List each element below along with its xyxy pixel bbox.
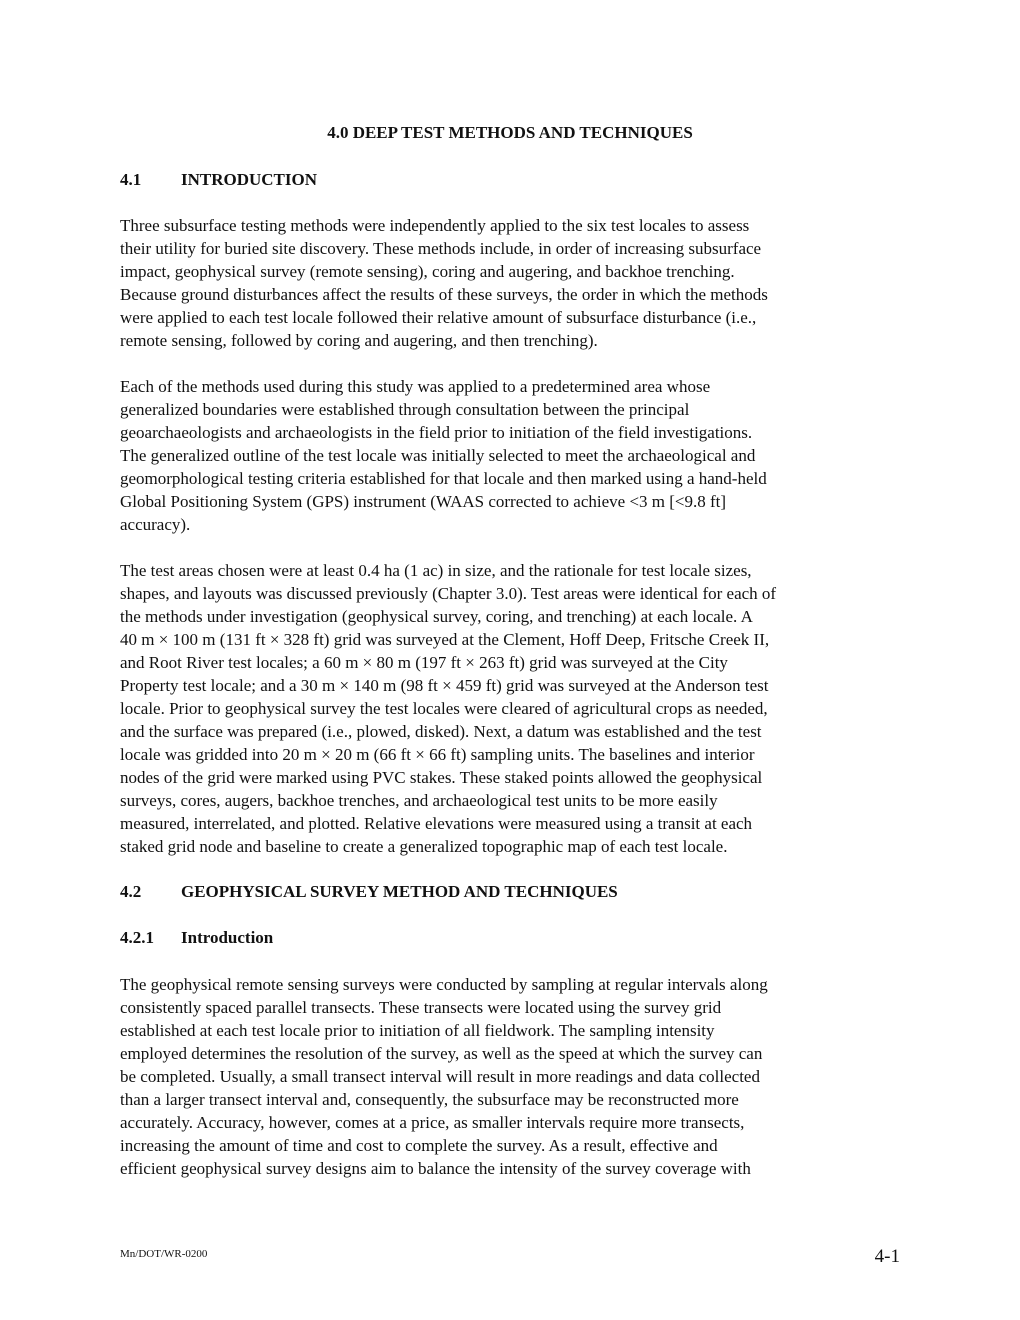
text-line: accuracy). (120, 515, 191, 534)
text-line: consistently spaced parallel transects. These transects were located using the survey grid (120, 998, 722, 1017)
text-line: geomorphological testing criteria established for that locale and then marked using a hand-held (120, 469, 767, 488)
text-line: the methods under investigation (geophysical survey, coring, and trenching) at each locale. A (120, 607, 753, 626)
chapter-title: 4.0 DEEP TEST METHODS AND TECHNIQUES (327, 123, 693, 142)
text-line: Each of the methods used during this study was applied to a predetermined area whose (120, 377, 711, 396)
footer-document-id: Mn/DOT/WR-0200 (120, 1248, 208, 1260)
text-line: staked grid node and baseline to create a generalized topographic map of each test locale. (120, 837, 728, 856)
text-line: Global Positioning System (GPS) instrument (WAAS corrected to achieve <3 m [<9.8 ft] (120, 492, 727, 511)
text-line: increasing the amount of time and cost to complete the survey. As a result, effective and (120, 1136, 718, 1155)
text-line: accurately. Accuracy, however, comes at a price, as smaller intervals require more transects, (120, 1113, 745, 1132)
paragraph-introduction-1 (120, 214, 905, 352)
text-line: geoarchaeologists and archaeologists in the field prior to initiation of the field investigations. (120, 423, 753, 442)
text-line: than a larger transect interval and, consequently, the subsurface may be reconstructed more (120, 1090, 739, 1109)
text-line: be completed. Usually, a small transect interval will result in more readings and data collected (120, 1067, 760, 1086)
footer-page-number: 4-1 (874, 1246, 900, 1267)
text-line: nodes of the grid were marked using PVC stakes. These staked points allowed the geophysical (120, 768, 763, 787)
section-title: INTRODUCTION (181, 170, 318, 189)
section-number: 4.2 (120, 882, 142, 901)
paragraph-introduction-2 (120, 375, 905, 536)
text-line: Because ground disturbances affect the results of these surveys, the order in which the methods (120, 285, 768, 304)
text-line: Three subsurface testing methods were independently applied to the six test locales to assess (120, 216, 750, 235)
paragraph-geophysical-introduction (120, 973, 905, 1180)
section-heading-4-2 (120, 881, 900, 903)
text-line: locale. Prior to geophysical survey the test locales were cleared of agricultural crops as needed, (120, 699, 768, 718)
text-line: remote sensing, followed by coring and augering, and then trenching). (120, 331, 598, 350)
text-line: shapes, and layouts was discussed previously (Chapter 3.0). Test areas were identical for each of (120, 584, 777, 603)
text-line: Property test locale; and a 30 m × 140 m (98 ft × 459 ft) grid was surveyed at the Anderson test (120, 676, 769, 695)
section-heading-4-2-1 (120, 927, 900, 949)
text-line: and the surface was prepared (i.e., plowed, disked). Next, a datum was established and the test (120, 722, 762, 741)
section-heading-4-1 (120, 169, 900, 191)
section-number: 4.2.1 (120, 928, 154, 947)
text-line: surveys, cores, augers, backhoe trenches, and archaeological test units to be more easily (120, 791, 718, 810)
text-line: The geophysical remote sensing surveys were conducted by sampling at regular intervals along (120, 975, 768, 994)
text-line: were applied to each test locale followed their relative amount of subsurface disturbance (i.e., (120, 308, 757, 327)
text-line: employed determines the resolution of the survey, as well as the speed at which the survey can (120, 1044, 763, 1063)
section-title: Introduction (181, 928, 274, 947)
text-line: The test areas chosen were at least 0.4 ha (1 ac) in size, and the rationale for test locale sizes, (120, 561, 752, 580)
text-line: 40 m × 100 m (131 ft × 328 ft) grid was surveyed at the Clement, Hoff Deep, Fritsche Creek II, (120, 630, 770, 649)
text-line: impact, geophysical survey (remote sensing), coring and augering, and backhoe trenching. (120, 262, 735, 281)
text-line: measured, interrelated, and plotted. Relative elevations were measured using a transit at each (120, 814, 753, 833)
section-number: 4.1 (120, 170, 142, 189)
text-line: locale was gridded into 20 m × 20 m (66 ft × 66 ft) sampling units. The baselines and interior (120, 745, 755, 764)
text-line: generalized boundaries were established through consultation between the principal (120, 400, 690, 419)
text-line: established at each test locale prior to initiation of all fieldwork. The sampling intensity (120, 1021, 715, 1040)
text-line: and Root River test locales; a 60 m × 80 m (197 ft × 263 ft) grid was surveyed at the City (120, 653, 728, 672)
text-line: The generalized outline of the test locale was initially selected to meet the archaeological and (120, 446, 756, 465)
paragraph-introduction-3 (120, 559, 905, 858)
text-line: their utility for buried site discovery. These methods include, in order of increasing subsurface (120, 239, 762, 258)
section-title: GEOPHYSICAL SURVEY METHOD AND TECHNIQUES (181, 882, 618, 901)
text-line: efficient geophysical survey designs aim to balance the intensity of the survey coverage with (120, 1159, 751, 1178)
